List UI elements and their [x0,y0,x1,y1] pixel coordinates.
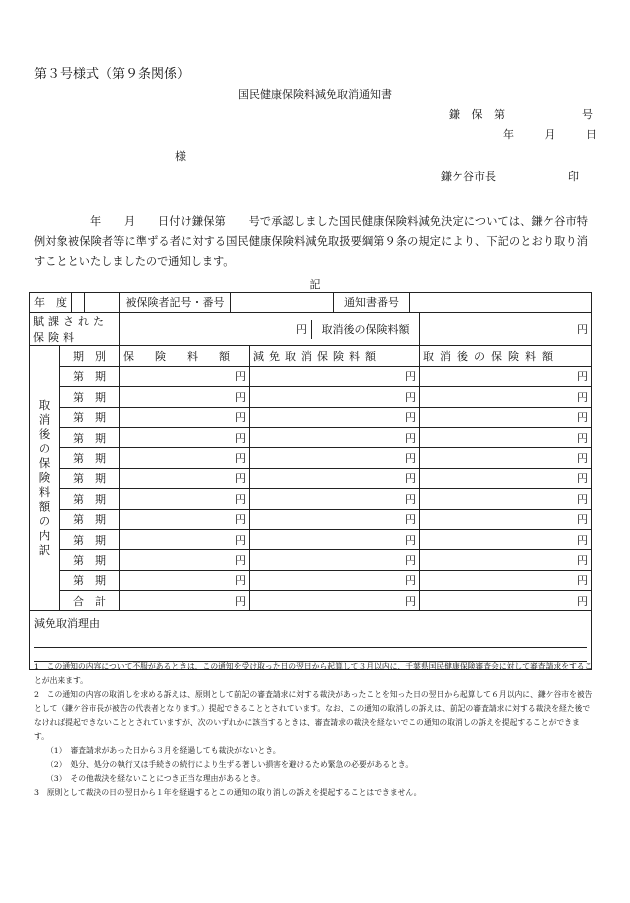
date-month: 月 [544,128,556,141]
reduction-cell: 円 [250,489,420,509]
after-cell: 円 [420,468,592,488]
docno-dai: 第 [494,108,506,121]
body-text: 年 月 日付け鎌保第 号で承認しました国民健康保険料減免決定については、鎌ケ谷市特例対象被保険者等に準ずる者に対する国民健康保険料減免取扱要綱第９条の規定により、下記のとおり取り消すことといたしましたので通知します。 [34,215,588,268]
period-cell: 第 期 [60,468,120,488]
premium-cell: 円 [120,550,250,570]
reduction-cell: 円 [250,427,420,447]
notice-number-value[interactable] [409,293,591,312]
total-reduction: 円 [250,591,420,611]
assessed-yen: 円 [296,322,307,336]
reduction-cell: 円 [250,550,420,570]
note-2: 2 この通知の内容の取消しを求める訴えは、原則として前記の審査請求に対する裁決があったことを知った日の翌日から起算して６月以内に、鎌ケ谷市を被告として（鎌ケ谷市長が被告の代表者となります。）提起できることとされています。なお、この通知の取消しの訴えは、前記の審査請求に対する裁決を経た後でなければ提起できないこととされていますが、次のいずれかに該当するときは、審査請求の裁決を経ないでこの通知の取消しの訴えを提起することができます。 [34,690,593,741]
table-row [30,366,592,386]
seal-mark: 印 [568,170,579,183]
col-premium: 保 険 料 額 [120,346,250,366]
period-cell: 第 期 [60,489,120,509]
total-label: 合 計 [60,591,120,611]
period-cell: 第 期 [60,529,120,549]
premium-cell: 円 [120,468,250,488]
insured-number-label: 被保険者記号・番号 [125,296,225,310]
docno-kama: 鎌 [449,108,461,121]
premium-cell: 円 [120,366,250,386]
after-cell: 円 [420,387,592,407]
body-text-block [34,212,588,272]
reduction-cell: 円 [250,387,420,407]
after-cell: 円 [420,529,592,549]
header-row-2 [30,313,592,346]
col-period: 期 別 [60,346,120,366]
table-row [30,509,592,529]
col-reduction: 減免取消保険料額 [250,346,420,366]
premium-cell: 円 [120,529,250,549]
reduction-cell: 円 [250,448,420,468]
period-cell: 第 期 [60,387,120,407]
ki-heading: 記 [309,278,321,291]
table-row [30,570,592,590]
note-1: 1 この通知の内容について不服があるときは、この通知を受け取った日の翌日から起算して３月以内に、千葉県国民健康保険審査会に対して審査請求をすることが出来ます。 [34,662,593,685]
table-row [30,407,592,427]
reduction-cell: 円 [250,570,420,590]
after-cell: 円 [420,366,592,386]
after-cell: 円 [420,448,592,468]
total-premium: 円 [120,591,250,611]
period-cell: 第 期 [60,570,120,590]
reason-label: 減免取消理由 [34,617,100,631]
premium-cell: 円 [120,407,250,427]
reason-line [34,647,587,648]
insured-number-value[interactable] [230,293,333,312]
note-sub-2: （2） 処分、処分の執行又は手続きの続行により生ずる著しい損害を避けるため緊急の必要があるとき。 [46,760,414,769]
document-title: 国民健康保険料減免取消通知書 [238,88,392,101]
note-3: 3 原則として裁決の日の翌日から１年を経過するとこの通知の取り消しの訴えを提起することはできません。 [34,788,422,797]
reduction-cell: 円 [250,407,420,427]
table-row [30,448,592,468]
premium-cell: 円 [120,489,250,509]
notes-block [34,660,594,800]
total-row [30,591,592,611]
after-cell: 円 [420,427,592,447]
note-sub-3: （3） その他裁決を経ないことにつき正当な理由があるとき。 [46,774,265,783]
after-cell: 円 [420,407,592,427]
premium-cell: 円 [120,448,250,468]
table-row [30,529,592,549]
reduction-cell: 円 [250,468,420,488]
after-cell: 円 [420,489,592,509]
period-cell: 第 期 [60,427,120,447]
after-cancel-label: 取消後の保険料額 [311,320,419,339]
period-cell: 第 期 [60,407,120,427]
premium-cell: 円 [120,509,250,529]
addressee: 様 [175,150,186,163]
table-row [30,489,592,509]
total-after: 円 [420,591,592,611]
form-id: 第３号様式（第９条関係） [34,67,191,82]
docno-ho: 保 [471,108,484,121]
premium-table [29,292,592,670]
premium-cell: 円 [120,387,250,407]
table-row [30,468,592,488]
after-cell: 円 [420,570,592,590]
notice-number-label: 通知書番号 [333,293,409,312]
column-header-row [30,346,592,366]
issuer-name: 鎌ケ谷市長 [441,170,496,183]
reduction-cell: 円 [250,366,420,386]
after-cell: 円 [420,509,592,529]
table-row [30,550,592,570]
issue-date [500,126,597,142]
fiscal-year-value[interactable] [71,293,84,312]
document-number [446,106,594,122]
reduction-cell: 円 [250,509,420,529]
fiscal-year-label: 年 度 [34,296,67,310]
issuer [441,168,579,184]
table-row [30,427,592,447]
period-cell: 第 期 [60,448,120,468]
premium-cell: 円 [120,427,250,447]
assessed-label: 賦課された保険料 [30,313,120,346]
date-day: 日 [586,128,597,141]
period-cell: 第 期 [60,509,120,529]
reduction-cell: 円 [250,529,420,549]
premium-cell: 円 [120,570,250,590]
after-cell: 円 [420,550,592,570]
after-cancel-yen: 円 [420,313,592,346]
docno-suffix: 号 [582,108,594,121]
table-row [30,387,592,407]
note-sub-1: （1） 審査請求があった日から３月を経過しても裁決がないとき。 [46,746,281,755]
period-cell: 第 期 [60,366,120,386]
header-row-1 [30,293,592,313]
date-year: 年 [503,128,514,141]
period-cell: 第 期 [60,550,120,570]
breakdown-label: 取消後の保険料額の内訳 [30,346,60,611]
col-after: 取消後の保険料額 [420,346,592,366]
